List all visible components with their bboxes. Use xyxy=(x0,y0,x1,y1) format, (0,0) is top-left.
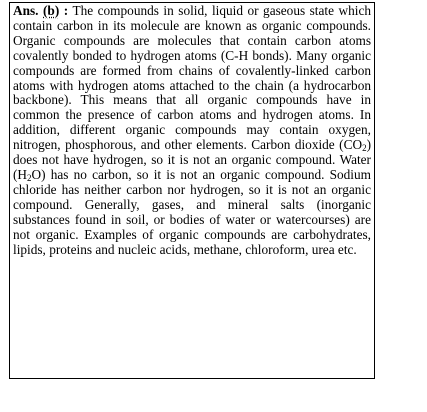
h2o-subscript: 2 xyxy=(27,172,32,183)
answer-text-part-3: O) has no carbon, so it is not an organic compound. Sodium chloride has neither carbon nor hydrogen, so it is not an organic compound. Generally, gases, and mineral salts (inorganic substances found in soil, or bodies of water or watercourses) are not organic. Examples of organic compounds are carbohydrates, lipids, proteins and nucleic acids, methane, chloroform, urea etc. xyxy=(13,166,371,257)
answer-text-part-2: ) does not have hydrogen, so it is not an organic compound. Water (H xyxy=(13,137,371,182)
answer-label: Ans. xyxy=(13,3,39,18)
co2-subscript: 2 xyxy=(362,143,367,154)
answer-text-part-1: The compounds in solid, liquid or gaseous state which contain carbon in its molecule are known as organic compounds. Organic compounds are molecules that contain carbon atoms covalently bonded to hydrogen atoms (C-H bonds). Many organic compounds are formed from chains of covalently-linked carbon atoms with hydrogen atoms attached to the chain (a hydrocarbon backbone). This means that all organic compounds have in common the presence of carbon atoms and hydrogen atoms. In addition, different organic compounds may contain oxygen, nitrogen, phosphorous, and other elements. Carbon dioxide (CO xyxy=(13,3,371,153)
answer-colon: : xyxy=(59,3,69,18)
answer-option: (b) xyxy=(43,3,60,18)
answer-box xyxy=(9,2,375,379)
